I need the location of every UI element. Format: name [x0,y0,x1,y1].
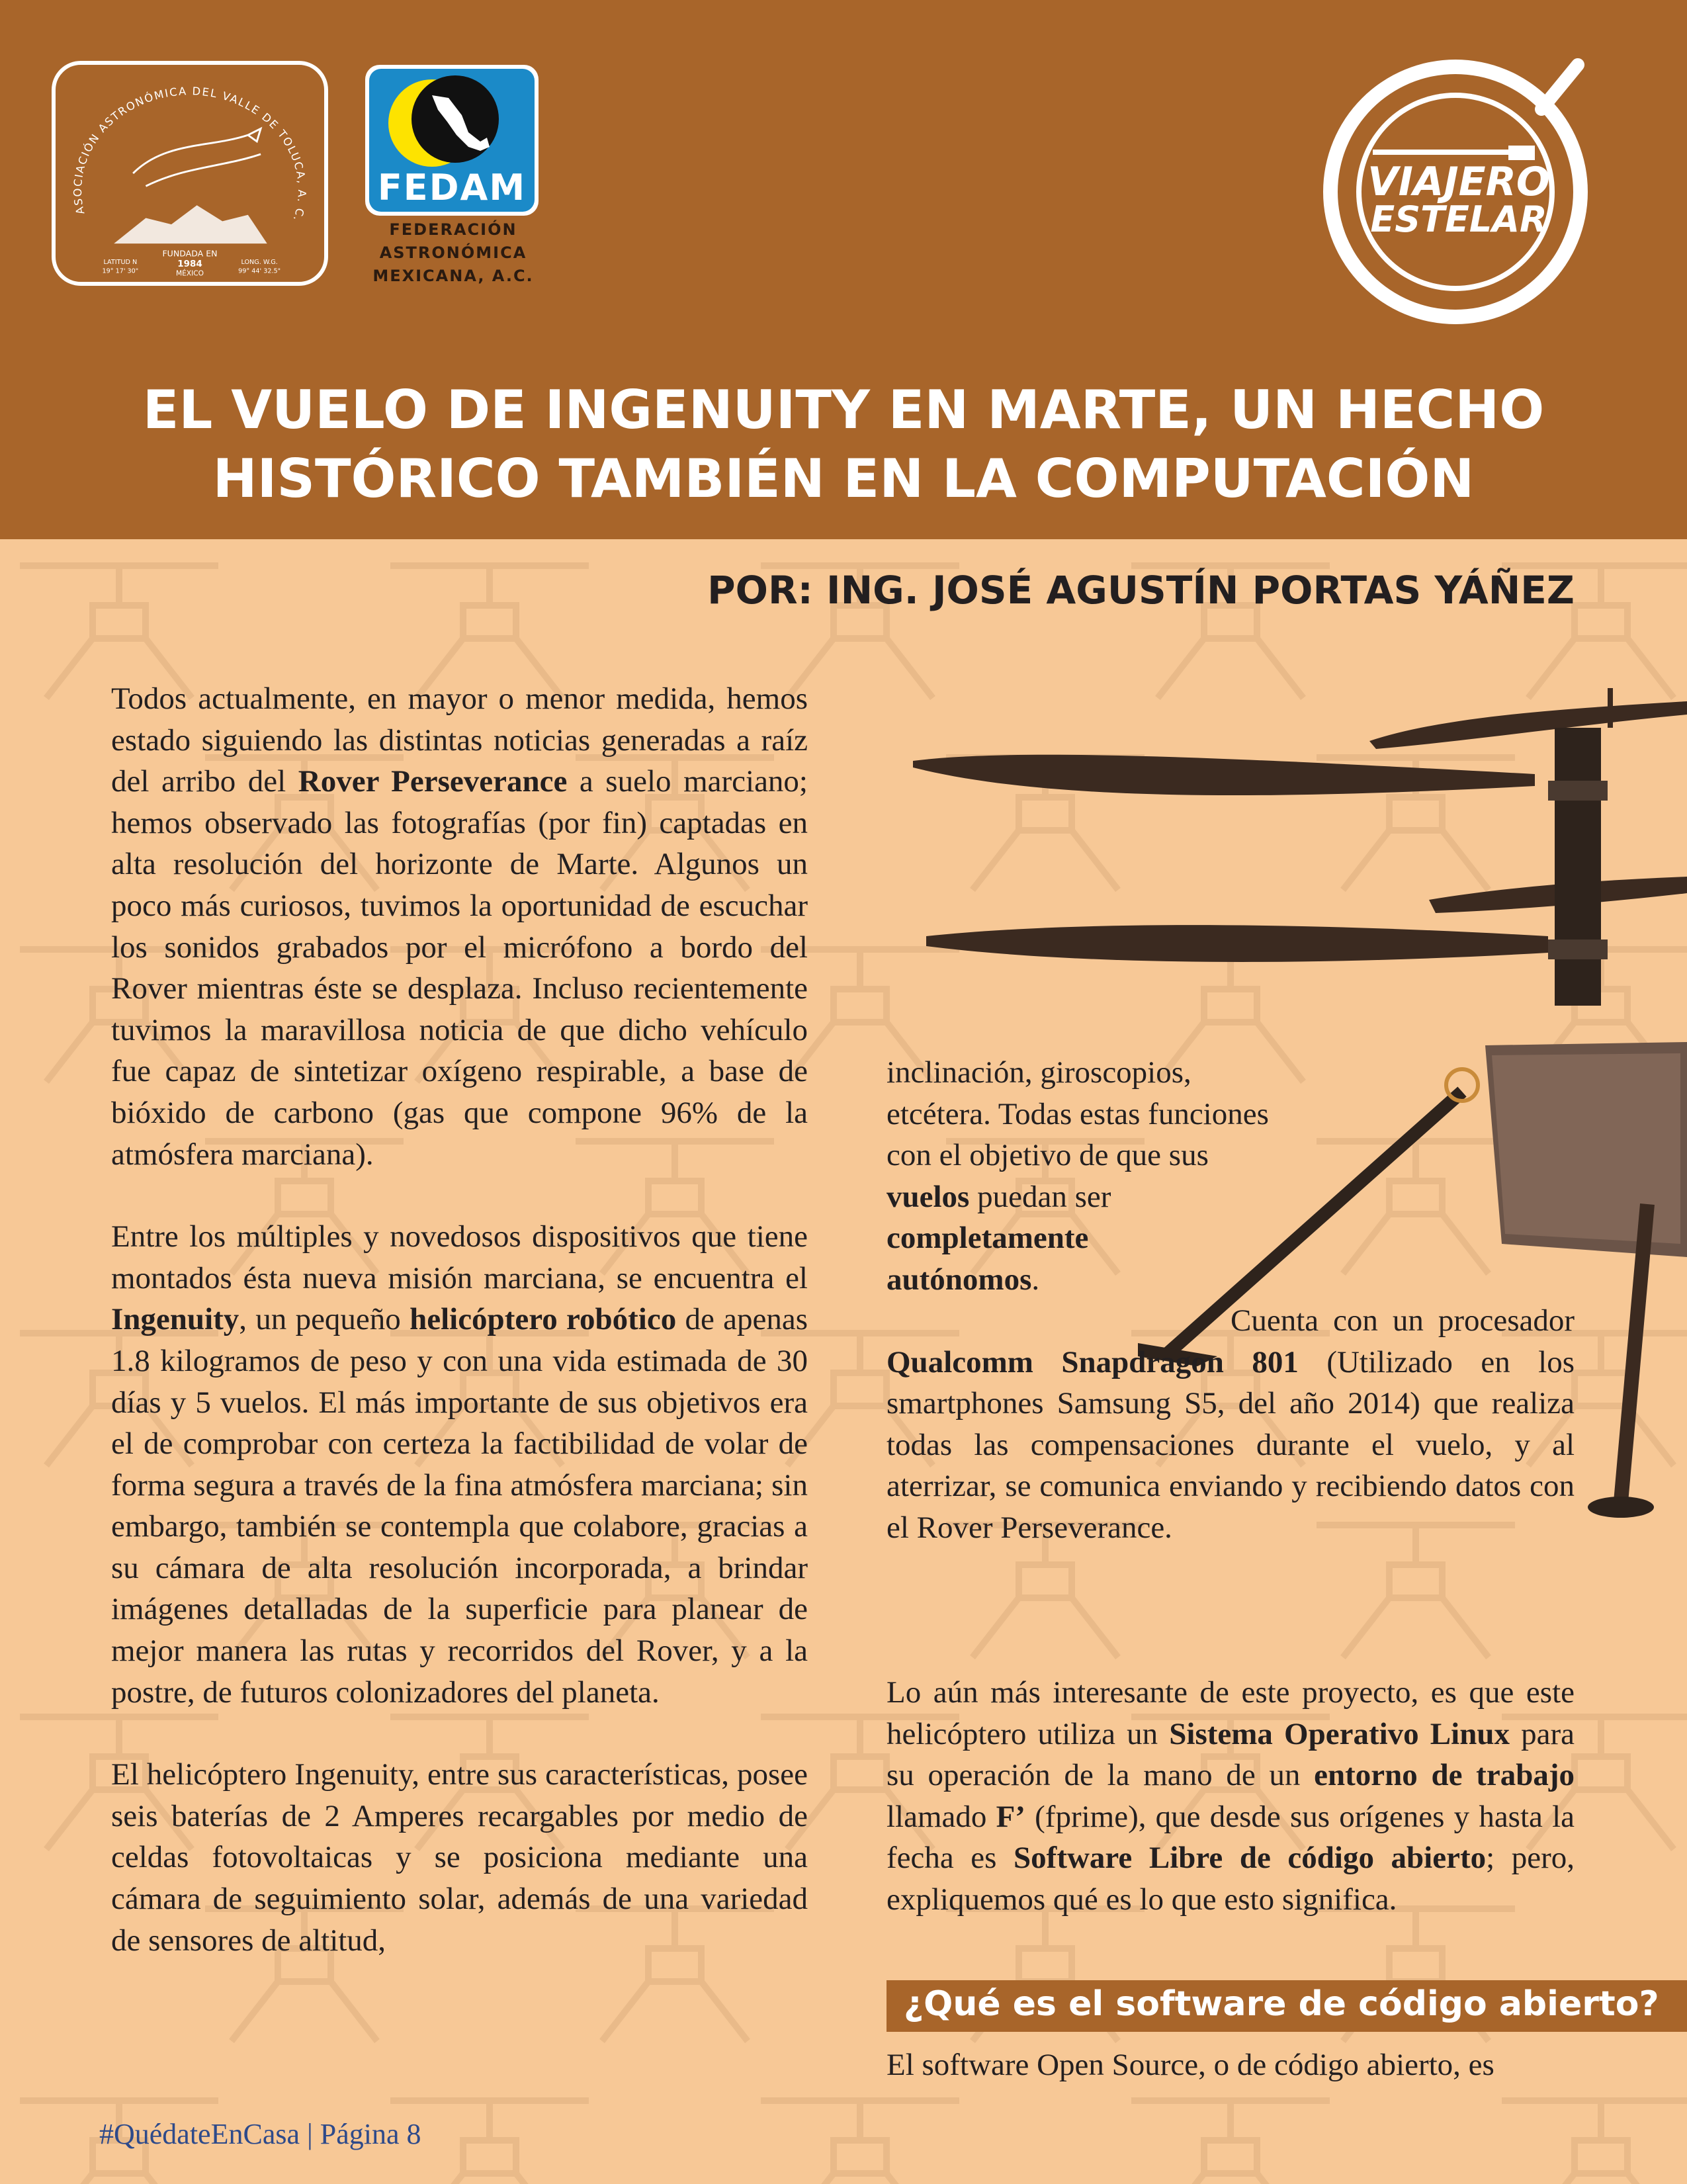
article-column-left [111,678,808,1961]
svg-text:19° 17' 30": 19° 17' 30" [102,267,139,275]
svg-text:FUNDADA EN: FUNDADA EN [162,248,218,259]
fedam-logo [365,65,539,216]
section-heading: ¿Qué es el software de código abierto? [904,1984,1659,2024]
svg-text:ESTELAR: ESTELAR [1370,198,1547,240]
svg-text:1984: 1984 [177,258,202,269]
moon-mexico-icon [369,69,535,168]
page-footer: #QuédateEnCasa | Página 8 [99,2118,421,2150]
svg-text:99° 44' 32.5": 99° 44' 32.5" [238,267,281,275]
article-byline: POR: ING. JOSÉ AGUSTÍN PORTAS YÁÑEZ [707,568,1575,613]
article-column-right-intro: inclinación, giroscopios, etcétera. Todas estas funciones con el objetivo de que sus vuelos puedan ser completamente autónomos. [887,1055,1269,1297]
svg-text:LATITUD N: LATITUD N [103,258,138,266]
asociacion-astronomica-logo [52,61,328,286]
paragraph-1: Todos actualmente, en mayor o menor medida, hemos estado siguiendo las distintas noticias generadas a raíz del arribo del Rover Perseverance a suelo marciano; hemos observado las fotografías (por fin) captadas en alta resolución del horizonte de Marte. Algunos un poco más curiosos, tuvimos la oportunidad de escuchar los sonidos grabados por el micrófono a bordo del Rover mientras éste se desplaza. Incluso recientemente tuvimos la maravillosa noticia de que dicho vehículo fue capaz de sintetizar oxígeno respirable, a base de bióxido de carbono (gas que compone 96% de la atmósfera marciana). [111,681,808,1172]
svg-text:VIAJERO: VIAJERO [1367,159,1550,205]
fedam-name: FEDAM [377,167,527,208]
paragraph-3: El helicóptero Ingenuity, entre sus características, posee seis baterías de 2 Amperes recargables por medio de celdas fotovoltaicas y se posiciona mediante una cámara de seguimiento solar, además de una variedad de sensores de altitud, [111,1757,808,1958]
svg-text:ASOCIACIÓN ASTRONÓMICA DEL VAL: ASOCIACIÓN ASTRONÓMICA DEL VALLE DE TOLUCA, A. C. [71,85,309,224]
open-source-paragraph: El software Open Source, o de código abierto, es [887,2048,1494,2082]
svg-text:MÉXICO: MÉXICO [175,269,204,278]
fedam-caption: FEDERACIÓN ASTRONÓMICA MEXICANA, A.C. [372,220,534,285]
processor-paragraph: Cuenta con un procesador Qualcomm Snapdragon 801 (Utilizado en los smartphones Samsung S5, del año 2014) que realiza todas las compensaciones durante el vuelo, y al aterrizar, se comunica enviando y recibiendo datos con el Rover Perseverance. [887,1303,1575,1545]
asociacion-emblem-icon [56,65,324,282]
paragraph-2: Entre los múltiples y novedosos dispositivos que tiene montados ésta nueva misión marciana, se encuentra el Ingenuity, un pequeño helicóptero robótico de apenas 1.8 kilogramos de peso y con una vida estimada de 30 días y 5 vuelos. El más importante de sus objetivos era el de comprobar con certeza la factibilidad de volar de forma segura a través de la fina atmósfera marciana; sin embargo, también se contempla que colabore, gracias a su cámara de alta resolución incorporada, a brindar imágenes detalladas de la superficie para planear de mejor manera las rutas y recorridos del Rover, y a la postre, de futuros colonizadores del planeta. [111,1219,808,1710]
linux-paragraph: Lo aún más interesante de este proyecto, es que este helicóptero utiliza un Sistema Operativo Linux para su operación de la mano de un entorno de trabajo llamado F’ (fprime), que desde sus orígenes y hasta la fecha es Software Libre de código abierto; pero, expliquemos qué es lo que esto significa. [887,1675,1575,1917]
viajero-estelar-logo [1323,46,1614,337]
article-title: EL VUELO DE INGENUITY EN MARTE, UN HECHO HISTÓRICO TAMBIÉN EN LA COMPUTACIÓN [142,379,1545,509]
section-heading-bar [887,1980,1687,2032]
svg-text:LONG. W.G.: LONG. W.G. [241,258,278,266]
